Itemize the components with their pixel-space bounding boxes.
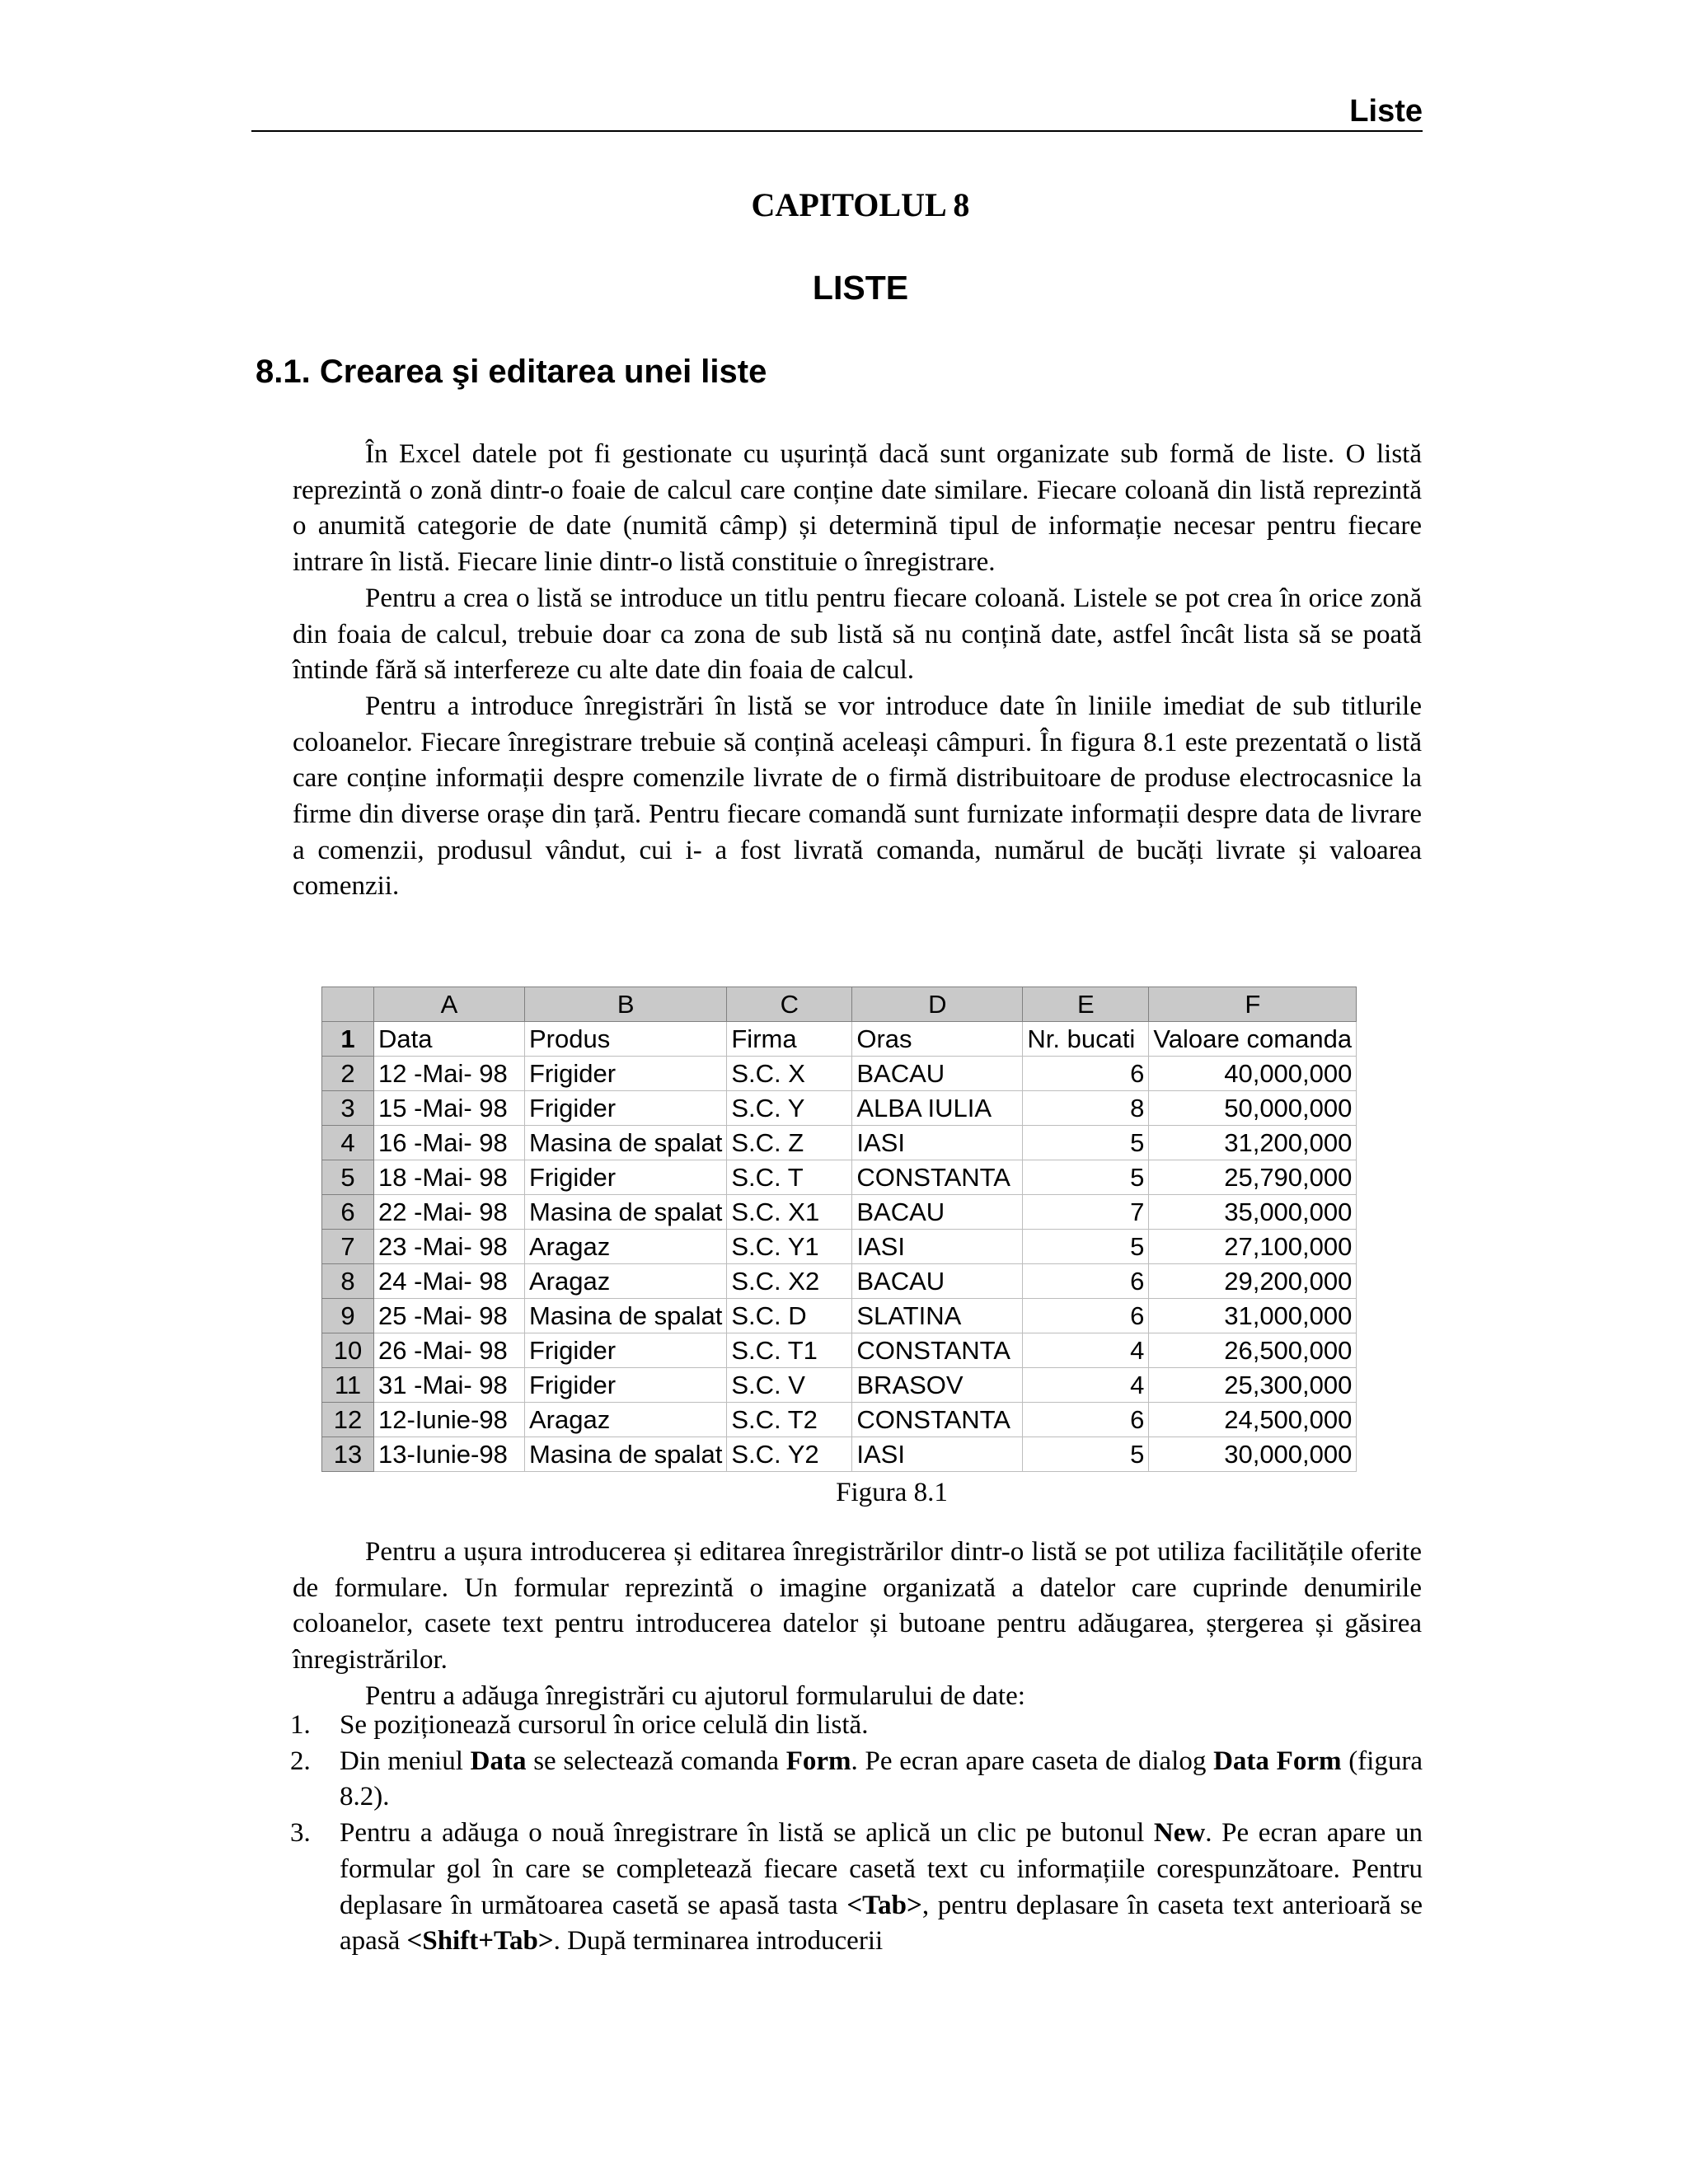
firm-cell[interactable]: S.C. X1	[727, 1195, 852, 1230]
date-cell[interactable]: 15 -Mai- 98	[374, 1091, 525, 1126]
value-cell[interactable]: 26,500,000	[1149, 1333, 1357, 1368]
step-text: Pentru a adăuga o nouă înregistrare în listă se aplică un clic pe butonul	[340, 1818, 1154, 1849]
bold-term: Data	[470, 1746, 527, 1776]
paragraph: În Excel datele pot fi gestionate cu ușurință dacă sunt organizate sub formă de liste. O listă reprezintă o zonă dintr-o foaie de calcul care conține date similare. Fiecare coloană din listă reprezintă o anumită categorie de date (numită câmp) și determină tipul de informație necesar pentru fiecare intrare în listă. Fiecare linie dintr-o listă constituie o înregistrare.	[293, 439, 1422, 578]
row-header[interactable]: 8	[322, 1264, 374, 1299]
product-cell[interactable]: Frigider	[525, 1091, 727, 1126]
date-cell[interactable]: 24 -Mai- 98	[374, 1264, 525, 1299]
firm-cell[interactable]: S.C. Z	[727, 1126, 852, 1160]
product-cell[interactable]: Frigider	[525, 1160, 727, 1195]
date-cell[interactable]: 12 -Mai- 98	[374, 1057, 525, 1091]
select-all-corner[interactable]	[322, 987, 374, 1022]
value-cell[interactable]: 31,000,000	[1149, 1299, 1357, 1333]
city-cell[interactable]: BACAU	[852, 1057, 1023, 1091]
table-row	[322, 1057, 1357, 1091]
firm-cell[interactable]: S.C. X2	[727, 1264, 852, 1299]
firm-cell[interactable]: S.C. D	[727, 1299, 852, 1333]
list-item	[290, 1744, 1423, 1816]
step-text: , pentru deplasare în caseta text anterioară se apasă	[340, 1890, 1423, 1957]
product-cell[interactable]: Masina de spalat	[525, 1299, 727, 1333]
table-row	[322, 1437, 1357, 1472]
quantity-cell[interactable]: 5	[1023, 1160, 1149, 1195]
quantity-cell[interactable]: 5	[1023, 1126, 1149, 1160]
column-header-a[interactable]: A	[374, 987, 525, 1022]
step-text: . După terminarea introducerii	[553, 1926, 884, 1957]
row-header[interactable]: 2	[322, 1057, 374, 1091]
chapter-number: CAPITOLUL 8	[751, 186, 970, 223]
step-text: . Pe ecran apare un formular gol în care se completează fiecare casetă text cu informațiile corespunzătoare. Pentru deplasare în următoarea casetă se apasă tasta	[340, 1818, 1423, 1920]
table-row	[322, 1195, 1357, 1230]
value-cell[interactable]: 27,100,000	[1149, 1230, 1357, 1264]
column-header-b[interactable]: B	[525, 987, 727, 1022]
field-name-cell[interactable]: Firma	[727, 1022, 852, 1057]
firm-cell[interactable]: S.C. X	[727, 1057, 852, 1091]
city-cell[interactable]: CONSTANTA	[852, 1160, 1023, 1195]
bold-term: Form	[785, 1746, 851, 1776]
table-row	[322, 1160, 1357, 1195]
quantity-cell[interactable]: 8	[1023, 1091, 1149, 1126]
intro-text	[293, 437, 1422, 905]
city-cell[interactable]: BACAU	[852, 1264, 1023, 1299]
list-marker: 1.	[290, 1710, 311, 1740]
table-row	[322, 1333, 1357, 1368]
product-cell[interactable]: Aragaz	[525, 1230, 727, 1264]
product-cell[interactable]: Aragaz	[525, 1403, 727, 1437]
paragraph: Pentru a introduce înregistrări în listă se vor introduce date în liniile imediat de sub titlurile coloanelor. Fiecare înregistrare trebuie să conțină aceleași câmpuri. În figura 8.1 este prezentată o listă care conține informații despre comenzile livrate de o firmă distribuitoare de produse electrocasnice la firme din diverse orașe din țară. Pentru fiecare comandă sunt furnizate informații despre data de livrare a comenzii, produsul vândut, cui i- a fost livrată comanda, numărul de bucăți livrate și valoarea comenzii.	[293, 691, 1422, 902]
value-cell[interactable]: 31,200,000	[1149, 1126, 1357, 1160]
quantity-cell[interactable]: 6	[1023, 1057, 1149, 1091]
table-row	[322, 1264, 1357, 1299]
list-item	[290, 1708, 1423, 1744]
value-cell[interactable]: 35,000,000	[1149, 1195, 1357, 1230]
date-cell[interactable]: 18 -Mai- 98	[374, 1160, 525, 1195]
quantity-cell[interactable]: 6	[1023, 1299, 1149, 1333]
row-header[interactable]: 12	[322, 1403, 374, 1437]
product-cell[interactable]: Frigider	[525, 1333, 727, 1368]
date-cell[interactable]: 26 -Mai- 98	[374, 1333, 525, 1368]
step-text: Din meniul	[340, 1746, 471, 1776]
value-cell[interactable]: 30,000,000	[1149, 1437, 1357, 1472]
column-header-e[interactable]: E	[1023, 987, 1149, 1022]
figure-caption: Figura 8.1	[836, 1478, 948, 1507]
firm-cell[interactable]: S.C. T1	[727, 1333, 852, 1368]
table-row	[322, 1091, 1357, 1126]
table-row	[322, 1299, 1357, 1333]
table-row	[322, 1230, 1357, 1264]
table-row	[322, 1126, 1357, 1160]
firm-cell[interactable]: S.C. T2	[727, 1403, 852, 1437]
quantity-cell[interactable]: 6	[1023, 1403, 1149, 1437]
product-cell[interactable]: Aragaz	[525, 1264, 727, 1299]
paragraph: Pentru a adăuga înregistrări cu ajutorul formularului de date:	[365, 1680, 1025, 1711]
header-rule	[251, 130, 1423, 132]
product-cell[interactable]: Frigider	[525, 1057, 727, 1091]
city-cell[interactable]: BACAU	[852, 1195, 1023, 1230]
column-header-d[interactable]: D	[852, 987, 1023, 1022]
date-cell[interactable]: 12-Iunie-98	[374, 1403, 525, 1437]
bold-term: Data Form	[1213, 1746, 1342, 1776]
row-header[interactable]: 6	[322, 1195, 374, 1230]
value-cell[interactable]: 25,300,000	[1149, 1368, 1357, 1403]
quantity-cell[interactable]: 7	[1023, 1195, 1149, 1230]
list-marker: 2.	[290, 1746, 311, 1776]
column-header-f[interactable]: F	[1149, 987, 1357, 1022]
quantity-cell[interactable]: 4	[1023, 1368, 1149, 1403]
firm-cell[interactable]: S.C. Y	[727, 1091, 852, 1126]
bold-term: <Shift+Tab>	[406, 1926, 554, 1957]
date-cell[interactable]: 25 -Mai- 98	[374, 1299, 525, 1333]
table-row	[322, 1368, 1357, 1403]
field-names-row	[322, 1022, 1357, 1057]
field-name-cell[interactable]: Nr. bucati	[1023, 1022, 1149, 1057]
row-header[interactable]: 4	[322, 1126, 374, 1160]
column-header-c[interactable]: C	[727, 987, 852, 1022]
field-name-cell[interactable]: Valoare comanda	[1149, 1022, 1357, 1057]
product-cell[interactable]: Masina de spalat	[525, 1195, 727, 1230]
product-cell[interactable]: Frigider	[525, 1368, 727, 1403]
value-cell[interactable]: 29,200,000	[1149, 1264, 1357, 1299]
city-cell[interactable]: IASI	[852, 1126, 1023, 1160]
quantity-cell[interactable]: 5	[1023, 1437, 1149, 1472]
date-cell[interactable]: 22 -Mai- 98	[374, 1195, 525, 1230]
paragraph: Pentru a ușura introducerea și editarea înregistrărilor dintr-o listă se pot utiliza facilitățile oferite de formulare. Un formular reprezintă o imagine organizată a datelor care cuprinde denumirile coloanelor, casete text pentru introducerea datelor și butoane pentru adăugarea, ștergerea și găsirea înregistrărilor.	[293, 1537, 1422, 1675]
firm-cell[interactable]: S.C. Y2	[727, 1437, 852, 1472]
bold-term: New	[1153, 1818, 1206, 1849]
step-text: (figura 8.2).	[340, 1746, 1423, 1812]
date-cell[interactable]: 16 -Mai- 98	[374, 1126, 525, 1160]
list-marker: 3.	[290, 1818, 311, 1849]
product-cell[interactable]: Masina de spalat	[525, 1437, 727, 1472]
row-header[interactable]: 1	[322, 1022, 374, 1057]
row-header[interactable]: 10	[322, 1333, 374, 1368]
field-name-cell[interactable]: Produs	[525, 1022, 727, 1057]
city-cell[interactable]: SLATINA	[852, 1299, 1023, 1333]
row-header[interactable]: 11	[322, 1368, 374, 1403]
list-item	[290, 1816, 1423, 1960]
form-text	[293, 1535, 1422, 1715]
value-cell[interactable]: 24,500,000	[1149, 1403, 1357, 1437]
step-text: . Pe ecran apare caseta de dialog	[851, 1746, 1214, 1776]
quantity-cell[interactable]: 6	[1023, 1264, 1149, 1299]
spreadsheet-figure	[321, 987, 1357, 1472]
paragraph: Pentru a crea o listă se introduce un titlu pentru fiecare coloană. Listele se pot crea în orice zonă din foaia de calcul, trebuie doar ca zona de sub listă să nu conțină date, astfel încât lista să se poată întinde fără să interfereze cu alte date din foaia de calcul.	[293, 583, 1422, 686]
firm-cell[interactable]: S.C. V	[727, 1368, 852, 1403]
city-cell[interactable]: CONSTANTA	[852, 1403, 1023, 1437]
city-cell[interactable]: IASI	[852, 1437, 1023, 1472]
city-cell[interactable]: CONSTANTA	[852, 1333, 1023, 1368]
row-header[interactable]: 5	[322, 1160, 374, 1195]
city-cell[interactable]: IASI	[852, 1230, 1023, 1264]
column-header-row	[322, 987, 1357, 1022]
running-header: Liste	[1349, 94, 1423, 129]
table-row	[322, 1403, 1357, 1437]
city-cell[interactable]: ALBA IULIA	[852, 1091, 1023, 1126]
row-header[interactable]: 7	[322, 1230, 374, 1264]
date-cell[interactable]: 23 -Mai- 98	[374, 1230, 525, 1264]
steps-list	[290, 1708, 1423, 1960]
chapter-title: LISTE	[812, 269, 909, 307]
field-name-cell[interactable]: Data	[374, 1022, 525, 1057]
section-title: 8.1. Crearea şi editarea unei liste	[256, 354, 767, 390]
field-name-cell[interactable]: Oras	[852, 1022, 1023, 1057]
quantity-cell[interactable]: 4	[1023, 1333, 1149, 1368]
firm-cell[interactable]: S.C. T	[727, 1160, 852, 1195]
date-cell[interactable]: 13-Iunie-98	[374, 1437, 525, 1472]
row-header[interactable]: 9	[322, 1299, 374, 1333]
value-cell[interactable]: 50,000,000	[1149, 1091, 1357, 1126]
firm-cell[interactable]: S.C. Y1	[727, 1230, 852, 1264]
step-text: Se poziționează cursorul în orice celulă din listă.	[340, 1710, 869, 1740]
value-cell[interactable]: 40,000,000	[1149, 1057, 1357, 1091]
bold-term: <Tab>	[846, 1890, 922, 1920]
value-cell[interactable]: 25,790,000	[1149, 1160, 1357, 1195]
date-cell[interactable]: 31 -Mai- 98	[374, 1368, 525, 1403]
city-cell[interactable]: BRASOV	[852, 1368, 1023, 1403]
row-header[interactable]: 13	[322, 1437, 374, 1472]
quantity-cell[interactable]: 5	[1023, 1230, 1149, 1264]
product-cell[interactable]: Masina de spalat	[525, 1126, 727, 1160]
step-text: se selectează comanda	[526, 1746, 786, 1776]
row-header[interactable]: 3	[322, 1091, 374, 1126]
